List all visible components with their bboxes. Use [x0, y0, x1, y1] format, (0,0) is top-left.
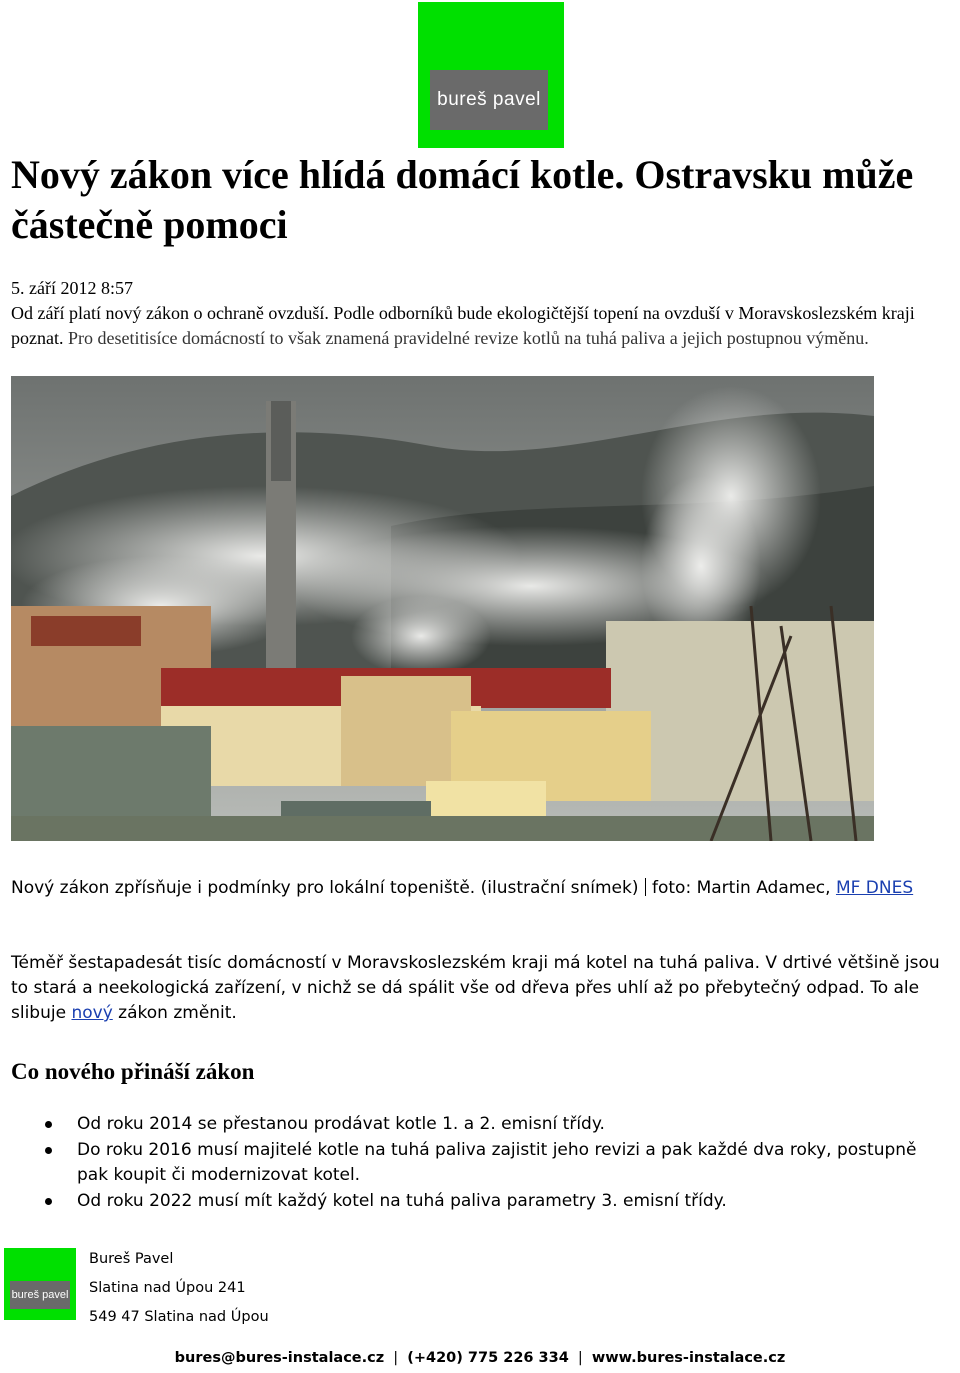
bullet-icon — [45, 1147, 52, 1154]
footer-city: 549 47 Slatina nad Úpou — [89, 1309, 269, 1325]
caption-credit: foto: Martin Adamec, — [652, 878, 831, 898]
footer-contact — [0, 1350, 960, 1366]
caption-text: Nový zákon zpřísňuje i podmínky pro lokální topeniště. (ilustrační snímek) — [11, 878, 639, 898]
brand-logo — [418, 2, 564, 148]
footer-separator: | — [393, 1350, 399, 1366]
list-item-text: Od roku 2014 se přestanou prodávat kotle 1. a 2. emisní třídy. — [77, 1114, 605, 1134]
caption-separator — [645, 878, 647, 896]
article-date: 5. září 2012 8:57 — [11, 278, 133, 298]
footer-phone[interactable]: (+420) 775 226 334 — [407, 1350, 569, 1366]
body-link-novy[interactable]: nový — [71, 1003, 113, 1023]
article-body — [11, 951, 946, 1026]
bullet-icon — [45, 1198, 52, 1205]
photo-illustration — [11, 376, 874, 841]
article-title: Nový zákon více hlídá domácí kotle. Ostravsku může částečně pomoci — [11, 152, 914, 247]
caption-source-link[interactable]: MF DNES — [835, 878, 914, 898]
brand-logo-badge: bureš pavel — [430, 70, 548, 130]
bullet-icon — [45, 1121, 52, 1128]
footer-email[interactable]: bures@bures-instalace.cz — [174, 1350, 385, 1366]
article-lead — [11, 301, 946, 351]
footer-separator: | — [577, 1350, 583, 1366]
lead-sentence-2: Pro desetitisíce domácností to však znamená pravidelné revize kotlů na tuhá paliva a jejich postupnou výměnu. — [67, 328, 869, 348]
article-photo — [11, 376, 874, 841]
body-text-start: Téměř šestapadesát tisíc domácností v Moravskoslezském kraji má kotel na tuhá paliva. V drtivé většině jsou to stará a neekologická zařízení, v nichž se dá spálit vše od dřeva přes uhlí až po přebytečný odpad. To ale slibuje — [11, 953, 940, 1023]
lead-sentence-1: Od září platí nový zákon o ochraně ovzduší. Podle odborníků bude ekologičtější topení na ovzduší v Moravskoslezském kraji poznat. — [11, 303, 915, 348]
bullet-list — [11, 1112, 946, 1215]
list-item — [11, 1112, 946, 1137]
footer-name: Bureš Pavel — [89, 1251, 174, 1267]
list-item-text: Od roku 2022 musí mít každý kotel na tuhá paliva parametry 3. emisní třídy. — [77, 1191, 727, 1211]
footer-logo-badge: bureš pavel — [10, 1281, 70, 1309]
list-item — [11, 1138, 946, 1188]
footer-web[interactable]: www.bures-instalace.cz — [591, 1350, 786, 1366]
list-item — [11, 1189, 946, 1214]
footer-street: Slatina nad Úpou 241 — [89, 1280, 246, 1296]
body-text-end: zákon změnit. — [118, 1003, 237, 1023]
section-heading: Co nového přináší zákon — [11, 1059, 255, 1084]
footer-address — [89, 1245, 269, 1332]
footer-logo — [4, 1248, 76, 1320]
list-item-text: Do roku 2016 musí majitelé kotle na tuhá paliva zajistit jeho revizi a pak každé dva roky, postupně pak koupit či modernizovat kotel. — [77, 1140, 917, 1185]
photo-caption — [11, 876, 941, 901]
